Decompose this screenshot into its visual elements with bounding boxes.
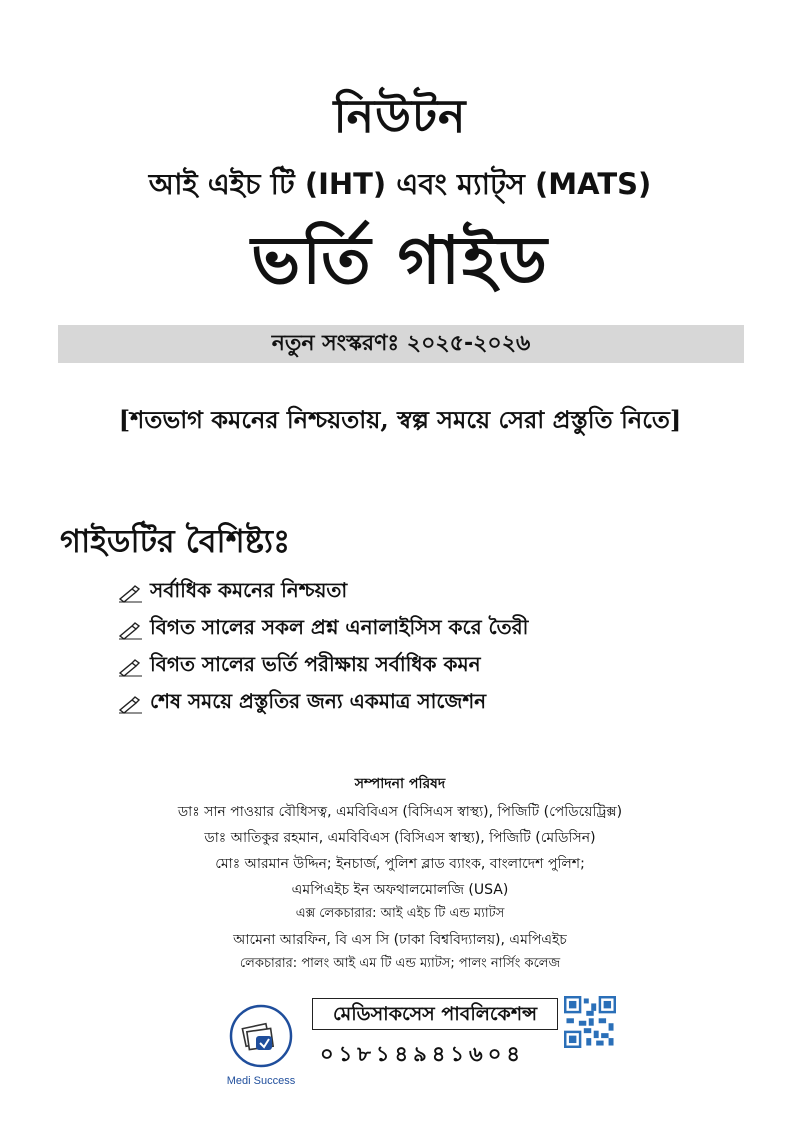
feature-item [118,574,528,611]
feature-text: শেষ সময়ে প্রস্তুতির জন্য একমাত্র সাজেশন [150,689,487,713]
qr-code-icon [564,996,616,1048]
editorial-board-title: সম্পাদনা পরিষদ [354,776,446,792]
writing-hand-icon [118,620,144,640]
feature-item [118,685,528,722]
editorial-line: লেকচারার: পালং আই এম টি এন্ড ম্যাটস; পালং নার্সিং কলেজ [239,956,561,971]
editorial-line: মোঃ আরমান উদ্দিন; ইনচার্জ, পুলিশ ব্লাড ব্যাংক, বাংলাদেশ পুলিশ; [215,856,585,872]
feature-text: বিগত সালের সকল প্রশ্ন এনালাইসিস করে তৈরী [150,615,529,639]
logo-text: Medi Success [226,1075,296,1087]
publisher-name: মেডিসাকসেস পাবলিকেশন্স [312,998,558,1030]
writing-hand-icon [118,583,144,603]
editorial-line: এক্স লেকচারার: আই এইচ টি এন্ড ম্যাটস [295,906,505,921]
editorial-line: ডাঃ আতিকুর রহমান, এমবিবিএস (বিসিএস স্বাস্থ্য), পিজিটি (মেডিসিন) [204,830,596,846]
feature-text: সর্বাধিক কমনের নিশ্চয়তা [150,578,348,602]
features-list [118,574,528,722]
feature-item [118,611,528,648]
main-title: ভর্তি গাইড [251,222,549,299]
feature-text: বিগত সালের ভর্তি পরীক্ষায় সর্বাধিক কমন [150,652,481,676]
publisher-phone: ০১৮১৪৯৪১৬০৪ [320,1041,525,1066]
edition-banner: নতুন সংস্করণঃ ২০২৫-২০২৬ [58,325,744,363]
editorial-line: এমপিএইচ ইন অফথালমোলজি (USA) [291,882,509,898]
exam-subtitle: আই এইচ টি (IHT) এবং ম্যাট্স (MATS) [148,167,652,201]
brand-title: নিউটন [333,89,467,143]
medi-success-logo [216,1000,306,1090]
writing-hand-icon [118,694,144,714]
tagline: [শতভাগ কমনের নিশ্চয়তায়, স্বল্প সময়ে সেরা প্রস্তুতি নিতে] [118,405,682,434]
features-heading: গাইডটির বৈশিষ্ট্যঃ [60,522,291,560]
feature-item [118,648,528,685]
editorial-line: ডাঃ সান পাওয়ার বৌধিসত্ব, এমবিবিএস (বিসিএস স্বাস্থ্য), পিজিটি (পেডিয়েট্রিক্স) [177,804,623,820]
writing-hand-icon [118,657,144,677]
editorial-line: আমেনা আরফিন, বি এস সি (ঢাকা বিশ্ববিদ্যালয়), এমপিএইচ [233,932,567,948]
